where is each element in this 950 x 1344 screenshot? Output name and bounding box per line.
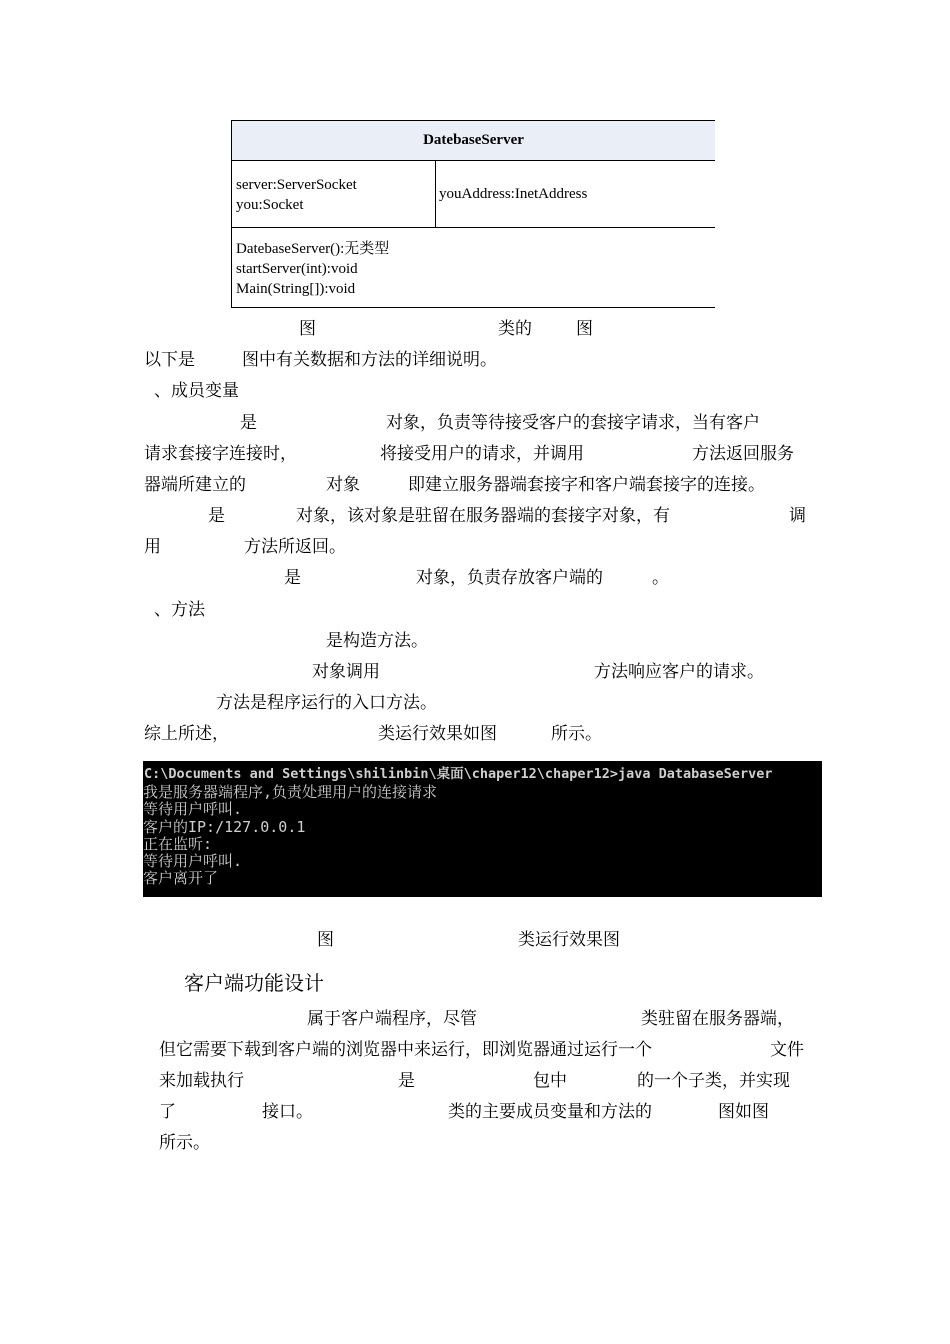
paragraph-text: 对象，负责等待接受客户的套接字请求，当有客户: [386, 413, 760, 433]
paragraph-text: 属于客户端程序，尽管: [307, 1009, 477, 1029]
paragraph-text: 调: [789, 506, 806, 526]
paragraph-text: 是: [284, 568, 301, 588]
paragraph-text: 类运行效果如图: [378, 724, 497, 744]
paragraph-text: 以下是: [144, 350, 195, 370]
paragraph-text: 方法响应客户的请求。: [594, 662, 764, 682]
paragraph-text: 方法是程序运行的入口方法。: [216, 693, 437, 713]
console-output: [143, 761, 822, 897]
uml-method: startServer(int):void: [236, 261, 358, 277]
console-line: 正在监听:: [143, 835, 213, 853]
paragraph-text: 请求套接字连接时，: [144, 444, 297, 464]
section-subheading: 、成员变量: [154, 381, 239, 401]
paragraph-text: 但它需要下载到客户端的浏览器中来运行，即浏览器通过运行一个: [159, 1040, 652, 1060]
uml-class-name: DatebaseServer: [232, 121, 715, 161]
paragraph-text: 方法所返回。: [244, 537, 346, 557]
figure-caption: 类的: [498, 319, 532, 339]
figure-caption: 图: [299, 319, 316, 339]
paragraph-text: 。: [652, 568, 669, 588]
uml-attributes-row: [232, 161, 715, 228]
paragraph-text: 的一个子类，并实现: [637, 1071, 790, 1091]
paragraph-text: 对象: [326, 475, 360, 495]
paragraph-text: 接口。: [262, 1102, 313, 1122]
uml-attributes-left: [232, 161, 436, 227]
paragraph-text: 是: [208, 506, 225, 526]
paragraph-text: 器端所建立的: [144, 475, 246, 495]
paragraph-text: 对象调用: [312, 662, 380, 682]
paragraph-text: 是: [240, 413, 257, 433]
uml-method: Main(String[]):void: [236, 281, 356, 297]
paragraph-text: 包中: [533, 1071, 567, 1091]
console-line: 等待用户呼叫.: [143, 800, 243, 818]
paragraph-text: 即建立服务器端套接字和客户端套接字的连接。: [408, 475, 765, 495]
paragraph-text: 对象，负责存放客户端的: [416, 568, 603, 588]
paragraph-text: 方法返回服务: [692, 444, 794, 464]
uml-attribute: you:Socket: [236, 197, 304, 213]
paragraph-text: 是构造方法。: [326, 631, 428, 651]
console-line: 等待用户呼叫.: [143, 852, 243, 870]
console-line: 我是服务器端程序,负责处理用户的连接请求: [143, 783, 438, 801]
console-line: 客户离开了: [143, 869, 219, 887]
paragraph-text: 来加载执行: [159, 1071, 244, 1091]
uml-attribute: server:ServerSocket: [236, 177, 357, 193]
figure-caption: 图: [576, 319, 593, 339]
paragraph-text: 图中有关数据和方法的详细说明。: [242, 350, 497, 370]
paragraph-text: 综上所述，: [144, 724, 229, 744]
console-line: C:\Documents and Settings\shilinbin\桌面\chaper12\chaper12>java DatabaseServer: [144, 766, 773, 782]
paragraph-text: 对象，该对象是驻留在服务器端的套接字对象，有: [296, 506, 670, 526]
paragraph-text: 所示。: [159, 1133, 210, 1153]
paragraph-text: 图如图: [718, 1102, 769, 1122]
paragraph-text: 所示。: [551, 724, 602, 744]
uml-methods: [232, 228, 715, 307]
paragraph-text: 是: [398, 1071, 415, 1091]
figure-caption: 图: [317, 930, 334, 950]
uml-attribute-right: youAddress:InetAddress: [439, 185, 588, 202]
paragraph-text: 了: [159, 1102, 176, 1122]
uml-method: DatebaseServer():无类型: [236, 241, 390, 257]
console-line: 客户的IP:/127.0.0.1: [143, 818, 306, 836]
paragraph-text: 类的主要成员变量和方法的: [448, 1102, 652, 1122]
paragraph-text: 将接受用户的请求，并调用: [380, 444, 584, 464]
section-heading: 客户端功能设计: [184, 971, 324, 995]
paragraph-text: 用: [144, 537, 161, 557]
section-subheading: 、方法: [154, 600, 205, 620]
paragraph-text: 类驻留在服务器端，: [641, 1009, 794, 1029]
figure-caption: 类运行效果图: [518, 930, 620, 950]
paragraph-text: 文件: [770, 1040, 804, 1060]
uml-class-diagram: [231, 120, 715, 308]
